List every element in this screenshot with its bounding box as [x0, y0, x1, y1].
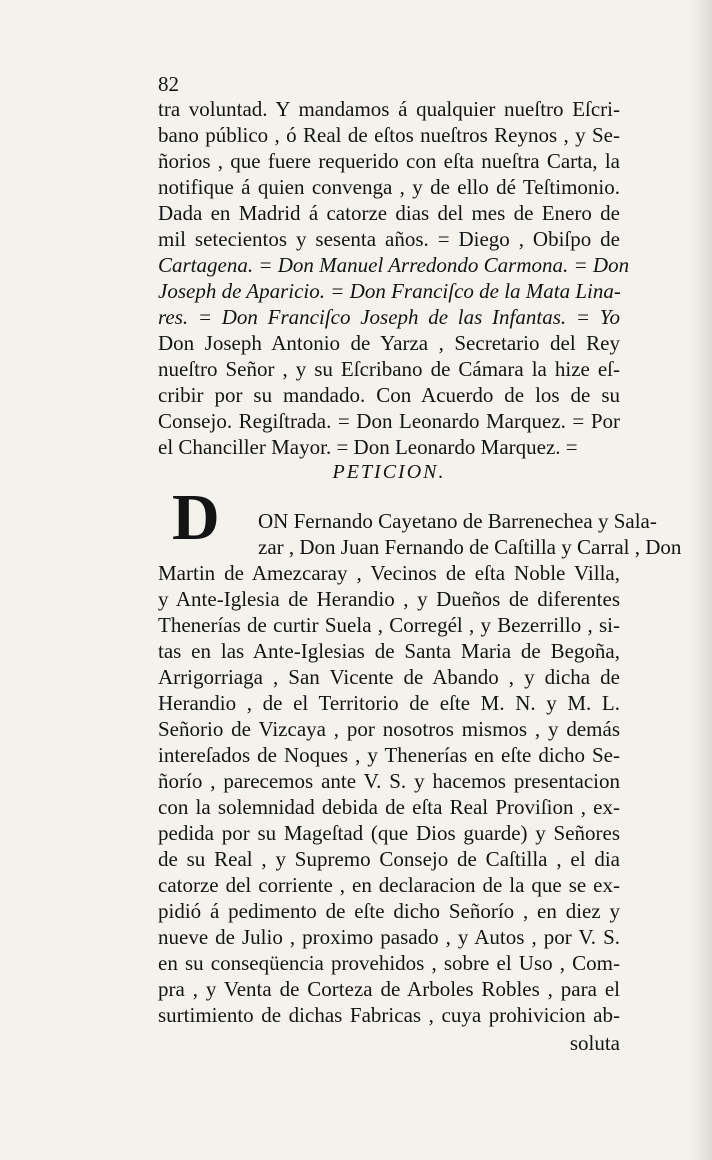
decree-line: Consejo. Regiſtrada. = Don Leonardo Marquez. = Por: [158, 409, 620, 433]
petition-line: Martin de Amezcaray , Vecinos de eſta Noble Villa,: [158, 561, 620, 585]
petition-heading: PETICION.: [332, 461, 446, 483]
petition-line: intereſados de Noques , y Thenerías en eſte dicho Se-: [158, 743, 620, 767]
decree-line: cribir por su mandado. Con Acuerdo de los de su: [158, 383, 620, 407]
petition-line: y Ante-Iglesia de Herandio , y Dueños de diferentes: [158, 587, 620, 611]
petition-line: en su conseqüencia provehidos , sobre el Uso , Com-: [158, 951, 620, 975]
petition-line: Herandio , de el Territorio de eſte M. N. y M. L.: [158, 691, 620, 715]
decree-line: res. = Don Franciſco Joseph de las Infantas. = Yo: [158, 305, 620, 329]
decree-line: Dada en Madrid á catorze dias del mes de Enero de: [158, 201, 620, 225]
petition-line: pidió á pedimento de eſte dicho Señorío , en diez y: [158, 899, 620, 923]
decree-line: Joseph de Aparicio. = Don Franciſco de la Mata Lina-: [158, 279, 621, 303]
decree-line: bano público , ó Real de eſtos nueſtros Reynos , y Se-: [158, 123, 620, 147]
drop-cap: D: [172, 481, 220, 554]
decree-line: notifique á quien convenga , y de ello dé Teſtimonio.: [158, 175, 620, 199]
decree-line: mil setecientos y sesenta años. = Diego , Obiſpo de: [158, 227, 620, 251]
decree-line: tra voluntad. Y mandamos á qualquier nueſtro Eſcri-: [158, 97, 620, 121]
petition-line: ñorío , parecemos ante V. S. y hacemos presentacion: [158, 769, 620, 793]
petition-line: con la solemnidad debida de eſta Real Proviſion , ex-: [158, 795, 620, 819]
petition-line: pedida por su Mageſtad (que Dios guarde) y Señores: [158, 821, 620, 845]
decree-line: Don Joseph Antonio de Yarza , Secretario del Rey: [158, 331, 620, 355]
petition-line: nueve de Julio , proximo pasado , y Autos , por V. S.: [158, 925, 620, 949]
page-edge-shadow: [690, 0, 712, 1160]
decree-line: Cartagena. = Don Manuel Arredondo Carmona. = Don: [158, 253, 630, 277]
decree-line: nueſtro Señor , y su Eſcribano de Cámara la hize eſ-: [158, 357, 620, 381]
petition-line: ON Fernando Cayetano de Barrenechea y Sala-: [258, 509, 657, 533]
petition-line: Arrigorriaga , San Vicente de Abando , y dicha de: [158, 665, 620, 689]
petition-line: Thenerías de curtir Suela , Corregél , y Bezerrillo , si-: [158, 613, 620, 637]
petition-line: zar , Don Juan Fernando de Caſtilla y Carral , Don: [258, 535, 682, 559]
petition-line: de su Real , y Supremo Consejo de Caſtilla , el dia: [158, 847, 620, 871]
petition-line: Señorio de Vizcaya , por nosotros mismos , y demás: [158, 717, 620, 741]
petition-line: surtimiento de dichas Fabricas , cuya prohivicion ab-: [158, 1003, 620, 1027]
decree-line: el Chanciller Mayor. = Don Leonardo Marquez. =: [158, 435, 578, 459]
page-number: 82: [158, 72, 179, 96]
petition-line: catorze del corriente , en declaracion de la que se ex-: [158, 873, 620, 897]
decree-line: ñorios , que fuere requerido con eſta nueſtra Carta, la: [158, 149, 620, 173]
petition-line: tas en las Ante-Iglesias de Santa Maria de Begoña,: [158, 639, 620, 663]
petition-line: pra , y Venta de Corteza de Arboles Robles , para el: [158, 977, 620, 1001]
catchword: soluta: [569, 1031, 620, 1055]
